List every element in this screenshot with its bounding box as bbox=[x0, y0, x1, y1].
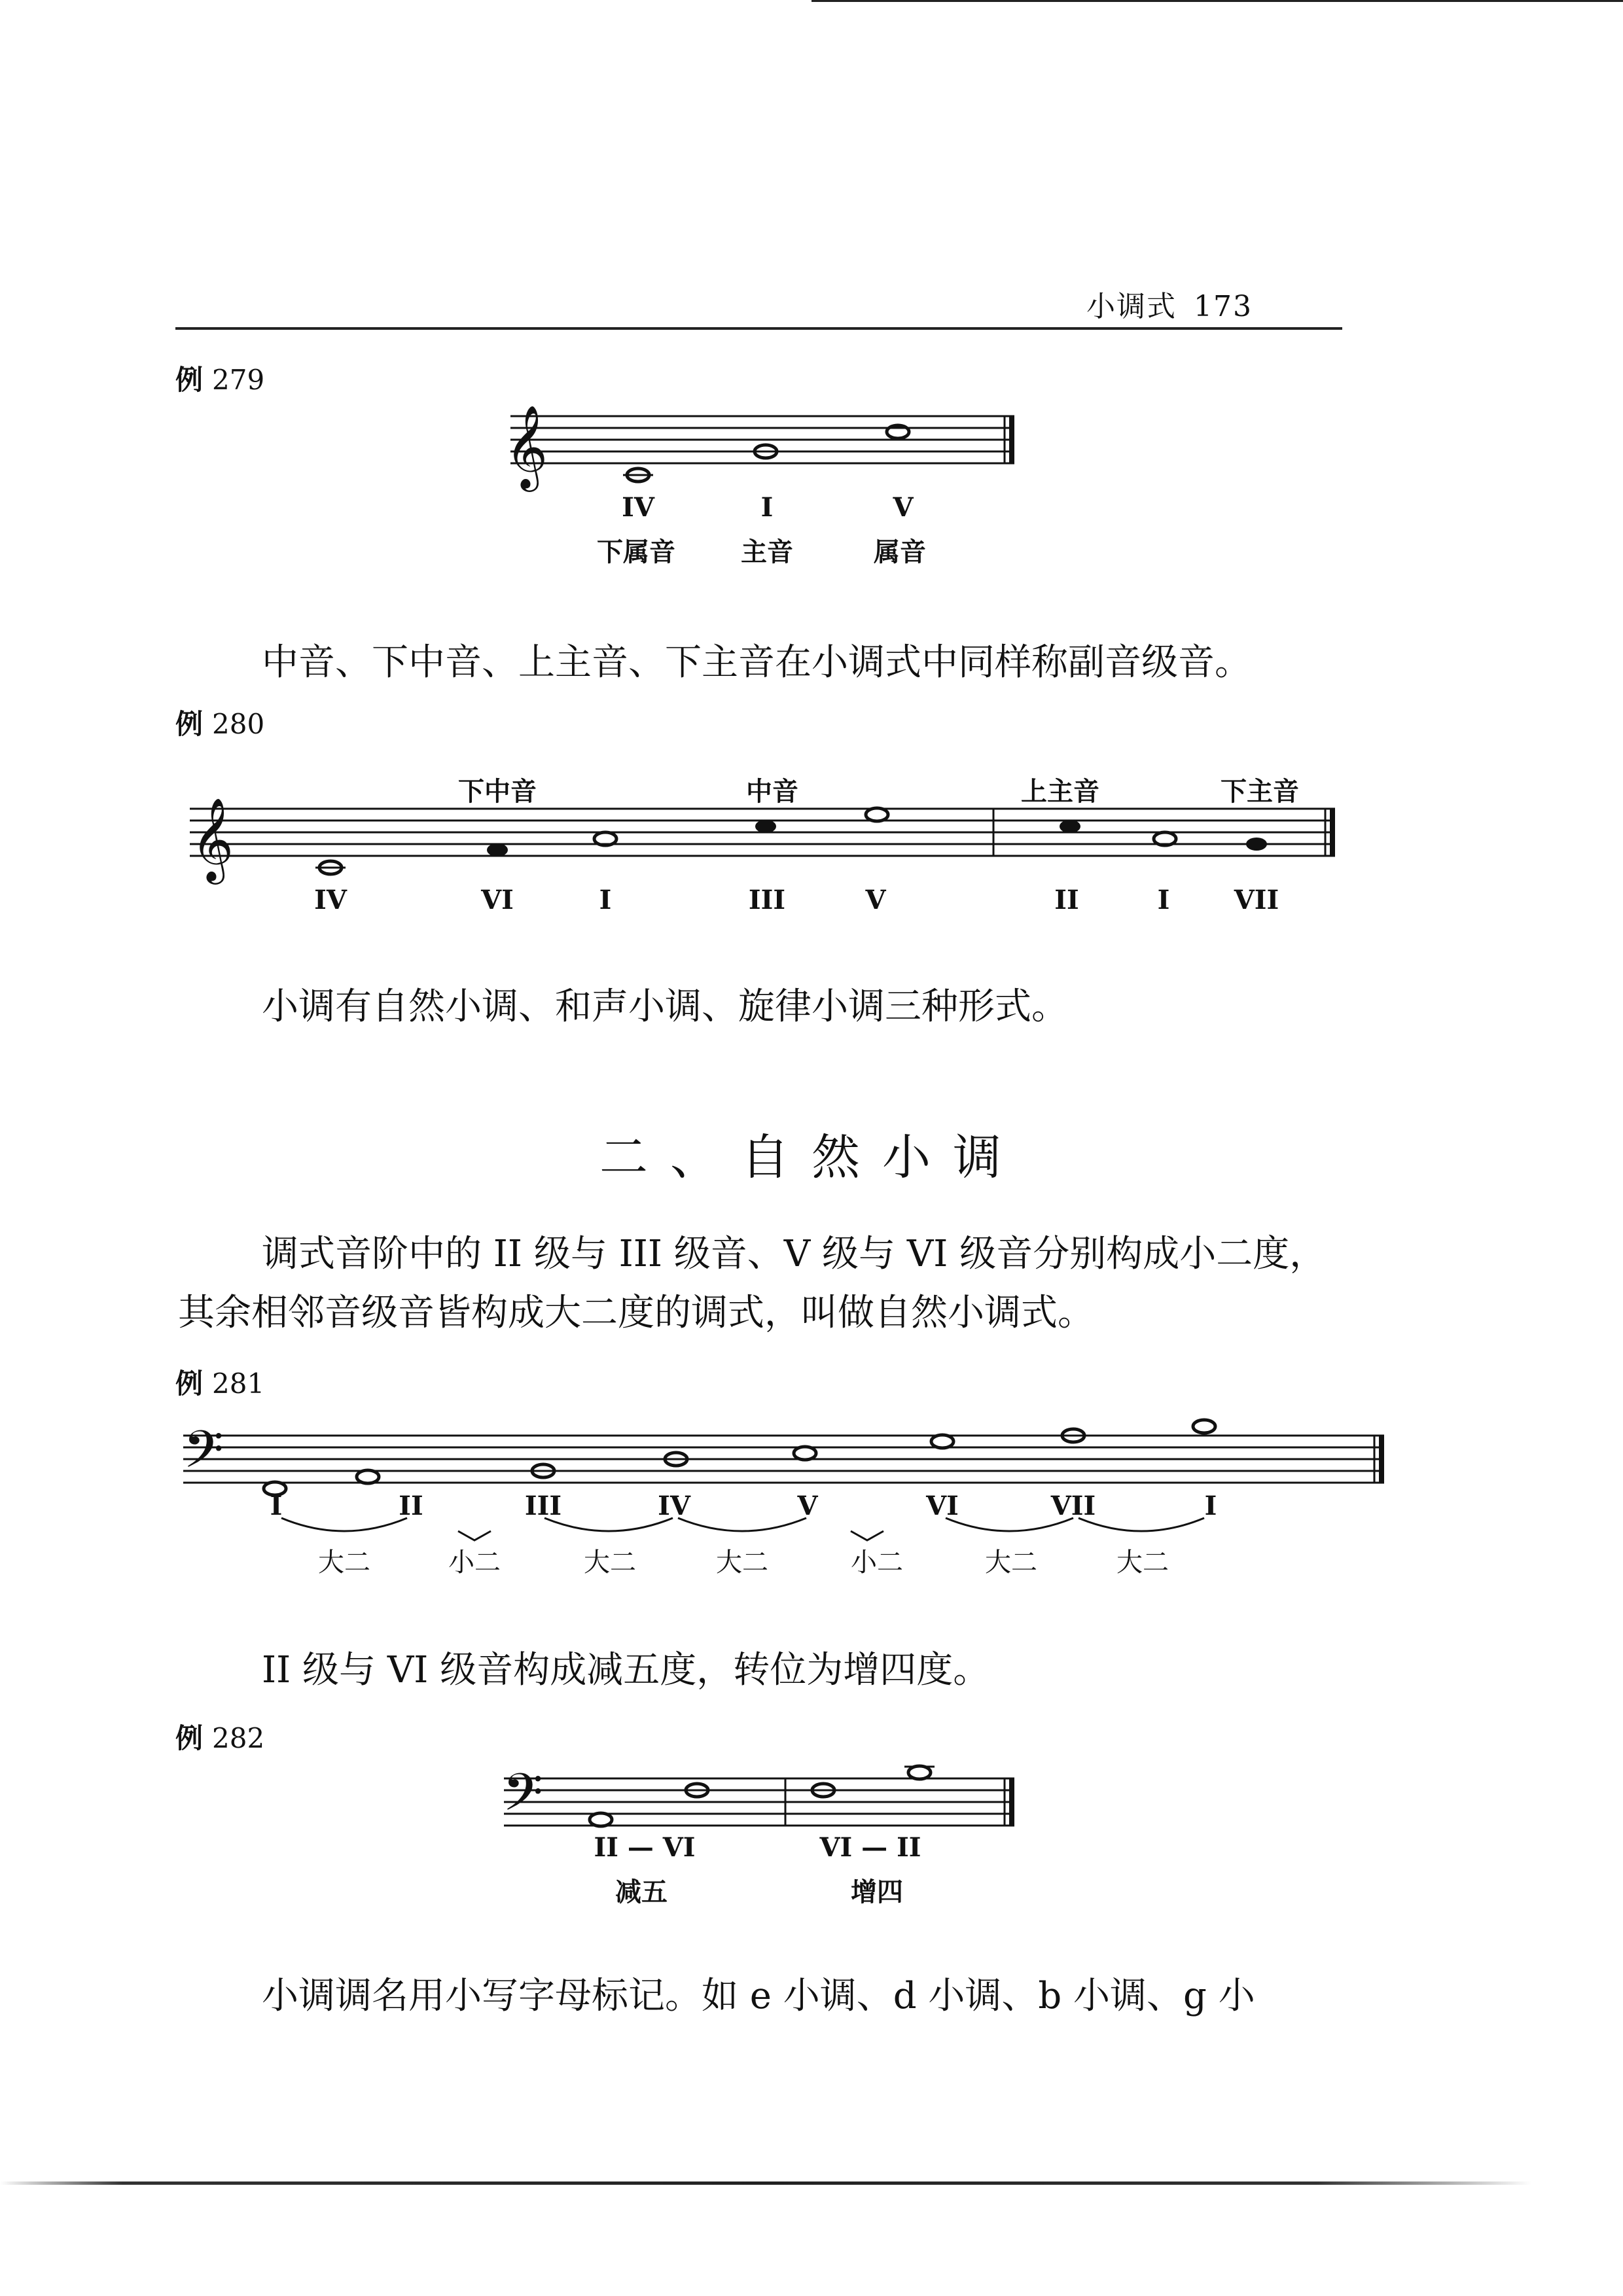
paragraph: 小调有自然小调、和声小调、旋律小调三种形式。 bbox=[262, 985, 1068, 1028]
degree-label: IV bbox=[622, 492, 654, 523]
chapter-title: 小调式 bbox=[1086, 290, 1177, 323]
degree-label: VI bbox=[926, 1491, 959, 1521]
interval-label: 小二 bbox=[448, 1547, 501, 1578]
example-279-label: 例 279 bbox=[175, 364, 265, 396]
interval-label: 小二 bbox=[851, 1547, 903, 1578]
paragraph: 小调调名用小写字母标记。如 e 小调、d 小调、b 小调、g 小 bbox=[262, 1975, 1255, 2017]
page-number: 173 bbox=[1194, 290, 1253, 323]
interval-name: 减五 bbox=[615, 1877, 668, 1907]
degree-label: I bbox=[599, 885, 612, 915]
degree-label: II bbox=[1054, 885, 1079, 915]
interval-name: 增四 bbox=[851, 1877, 903, 1907]
degree-label: VII bbox=[1234, 885, 1279, 915]
degree-label: VI bbox=[481, 885, 514, 915]
paragraph: II 级与 VI 级音构成减五度，转位为增四度。 bbox=[262, 1649, 990, 1691]
interval-pair-label: VI — II bbox=[819, 1832, 921, 1863]
staff-280 bbox=[190, 785, 1342, 890]
degree-label: I bbox=[1157, 885, 1170, 915]
header-rule bbox=[175, 327, 1342, 330]
interval-label: 大二 bbox=[584, 1547, 636, 1578]
degree-label: II bbox=[399, 1491, 423, 1521]
paragraph-line: 调式音阶中的 II 级与 III 级音、V 级与 VI 级音分别构成小二度， bbox=[262, 1233, 1327, 1275]
bass-clef-icon: 𝄢 bbox=[503, 1762, 543, 1835]
degree-label: VII bbox=[1050, 1491, 1096, 1521]
running-head bbox=[1086, 283, 1253, 325]
top-function-label: 下主音 bbox=[1221, 776, 1299, 807]
degree-label: IV bbox=[314, 885, 347, 915]
section-title: 二、自然小调 bbox=[599, 1129, 1024, 1186]
paragraph: 中音、下中音、上主音、下主音在小调式中同样称副音级音。 bbox=[262, 641, 1251, 684]
top-function-label: 上主音 bbox=[1021, 776, 1099, 807]
function-name: 下属音 bbox=[597, 537, 675, 567]
bass-clef-icon: 𝄢 bbox=[183, 1419, 224, 1492]
degree-label: V bbox=[865, 885, 886, 915]
function-name: 属音 bbox=[874, 537, 926, 567]
degree-label: III bbox=[524, 1491, 562, 1521]
degree-label: I bbox=[1204, 1491, 1217, 1521]
paragraph-line: 其余相邻音级音皆构成大二度的调式，叫做自然小调式。 bbox=[178, 1292, 1094, 1334]
interval-label: 大二 bbox=[1116, 1547, 1169, 1578]
interval-label: 大二 bbox=[985, 1547, 1037, 1578]
bottom-edge-rule bbox=[0, 2181, 1531, 2185]
degree-label: V bbox=[893, 492, 914, 523]
degree-label: I bbox=[760, 492, 774, 523]
degree-label: III bbox=[748, 885, 786, 915]
treble-clef-icon: 𝄞 bbox=[191, 797, 234, 881]
staff-282 bbox=[497, 1760, 1021, 1852]
example-282-label: 例 282 bbox=[175, 1722, 265, 1754]
interval-label: 大二 bbox=[716, 1547, 768, 1578]
top-edge-rule bbox=[812, 0, 1623, 2]
function-name: 主音 bbox=[741, 537, 793, 567]
treble-clef-icon: 𝄞 bbox=[505, 404, 548, 488]
degree-label: I bbox=[270, 1491, 283, 1521]
example-280-label: 例 280 bbox=[175, 708, 265, 740]
interval-label: 大二 bbox=[318, 1547, 370, 1578]
example-281-label: 例 281 bbox=[175, 1368, 265, 1400]
top-function-label: 中音 bbox=[746, 776, 798, 807]
degree-label: V bbox=[797, 1491, 818, 1521]
staff-279 bbox=[497, 393, 1021, 510]
degree-label: IV bbox=[658, 1491, 690, 1521]
top-function-label: 下中音 bbox=[458, 776, 537, 807]
interval-pair-label: II — VI bbox=[594, 1832, 696, 1863]
